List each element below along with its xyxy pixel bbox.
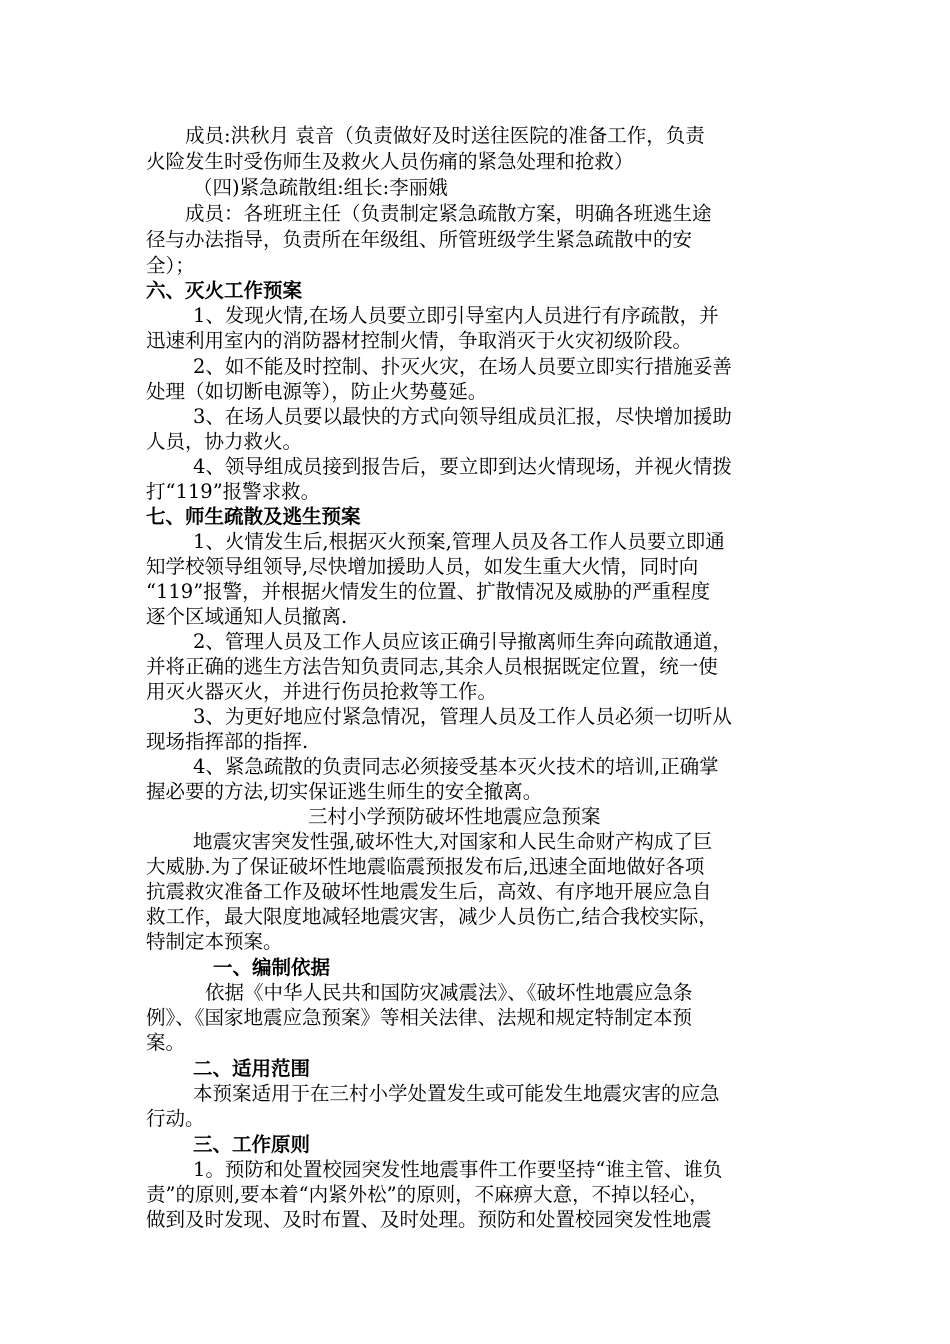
text-line: 并将正确的逃生方法告知负责同志,其余人员根据既定位置，统一使 [146,655,718,678]
text-line: 握必要的方法,切实保证逃生师生的安全撤离。 [146,780,543,803]
text-line: 抗震救灾准备工作及破坏性地震发生后，高效、有序地开展应急自 [146,880,712,903]
text-line: 大威胁.为了保证破坏性地震临震预报发布后,迅速全面地做好各项 [146,855,705,878]
text-line: 例》、《国家地震应急预案》等相关法律、法规和规定特制定本预 [146,1006,693,1029]
text-line: 人员，协力救火。 [146,430,303,453]
text-line: 1、火情发生后,根据灭火预案,管理人员及各工作人员要立即通 [193,530,725,553]
section-heading: 一、编制依据 [213,956,331,979]
text-line: 4、领导组成员接到报告后，要立即到达火情现场，并视火情拨 [193,455,732,478]
text-line: 迅速利用室内的消防器材控制火情，争取消灭于火灾初级阶段。 [146,329,693,352]
text-line: 1。预防和处置校园突发性地震事件工作要坚持“谁主管、谁负 [193,1158,723,1181]
text-line: 救工作，最大限度地减轻地震灾害，减少人员伤亡,结合我校实际， [146,905,718,928]
text-line: 1、发现火情,在场人员要立即引导室内人员进行有序疏散，并 [193,304,719,327]
text-line: 特制定本预案。 [146,930,283,953]
text-line: 2、管理人员及工作人员应该正确引导撤离师生奔向疏散通道， [193,630,732,653]
section-heading: 二、适用范围 [193,1057,311,1080]
section-heading: 三、工作原则 [193,1133,311,1156]
text-line: “119”报警，并根据火情发生的位置、扩散情况及威胁的严重程度 [146,580,711,603]
text-line: 用灭火器灭火，并进行伤员抢救等工作。 [146,680,498,703]
text-line: 3、为更好地应付紧急情况，管理人员及工作人员必须一切听从 [193,705,732,728]
text-line: （四)紧急疏散组:组长:李丽娥 [193,176,448,199]
text-line: 责”的原则,要本着“内紧外松”的原则，不麻痹大意，不掉以轻心， [146,1183,709,1206]
section-heading: 七、师生疏散及逃生预案 [146,505,361,528]
text-line: 逐个区域通知人员撤离. [146,605,348,628]
text-line: 全）； [146,254,195,277]
text-line: 成员:洪秋月 袁音（负责做好及时送往医院的准备工作，负责 [185,124,705,147]
text-line: 火险发生时受伤师生及救火人员伤痛的紧急处理和抢救） [146,150,634,173]
text-line: 现场指挥部的指挥. [146,730,309,753]
document-title: 三村小学预防破坏性地震应急预案 [308,805,601,828]
text-line: 处理（如切断电源等），防止火势蔓延。 [146,380,488,403]
section-heading: 六、灭火工作预案 [146,279,303,302]
text-line: 案。 [146,1031,186,1054]
text-line: 成员：各班班主任（负责制定紧急疏散方案，明确各班逃生途 [185,202,712,225]
text-line: 依据《中华人民共和国防灾减震法》、《破坏性地震应急条 [205,981,693,1004]
text-line: 径与办法指导，负责所在年级组、所管班级学生紧急疏散中的安 [146,228,693,251]
text-line: 行动。 [146,1107,205,1130]
text-line: 地震灾害突发性强,破坏性大,对国家和人民生命财产构成了巨 [193,830,713,853]
text-line: 做到及时发现、及时布置、及时处理。预防和处置校园突发性地震 [146,1208,712,1231]
text-line: 2、如不能及时控制、扑灭火灾，在场人员要立即实行措施妥善 [193,355,732,378]
text-line: 知学校领导组领导,尽快增加援助人员，如发生重大火情，同时向 [146,555,699,578]
text-line: 3、在场人员要以最快的方式向领导组成员汇报，尽快增加援助 [193,405,732,428]
text-line: 4、紧急疏散的负责同志必须接受基本灭火技术的培训,正确掌 [193,755,719,778]
text-line: 本预案适用于在三村小学处置发生或可能发生地震灾害的应急 [193,1082,720,1105]
text-line: 打“119”报警求救。 [146,480,321,503]
